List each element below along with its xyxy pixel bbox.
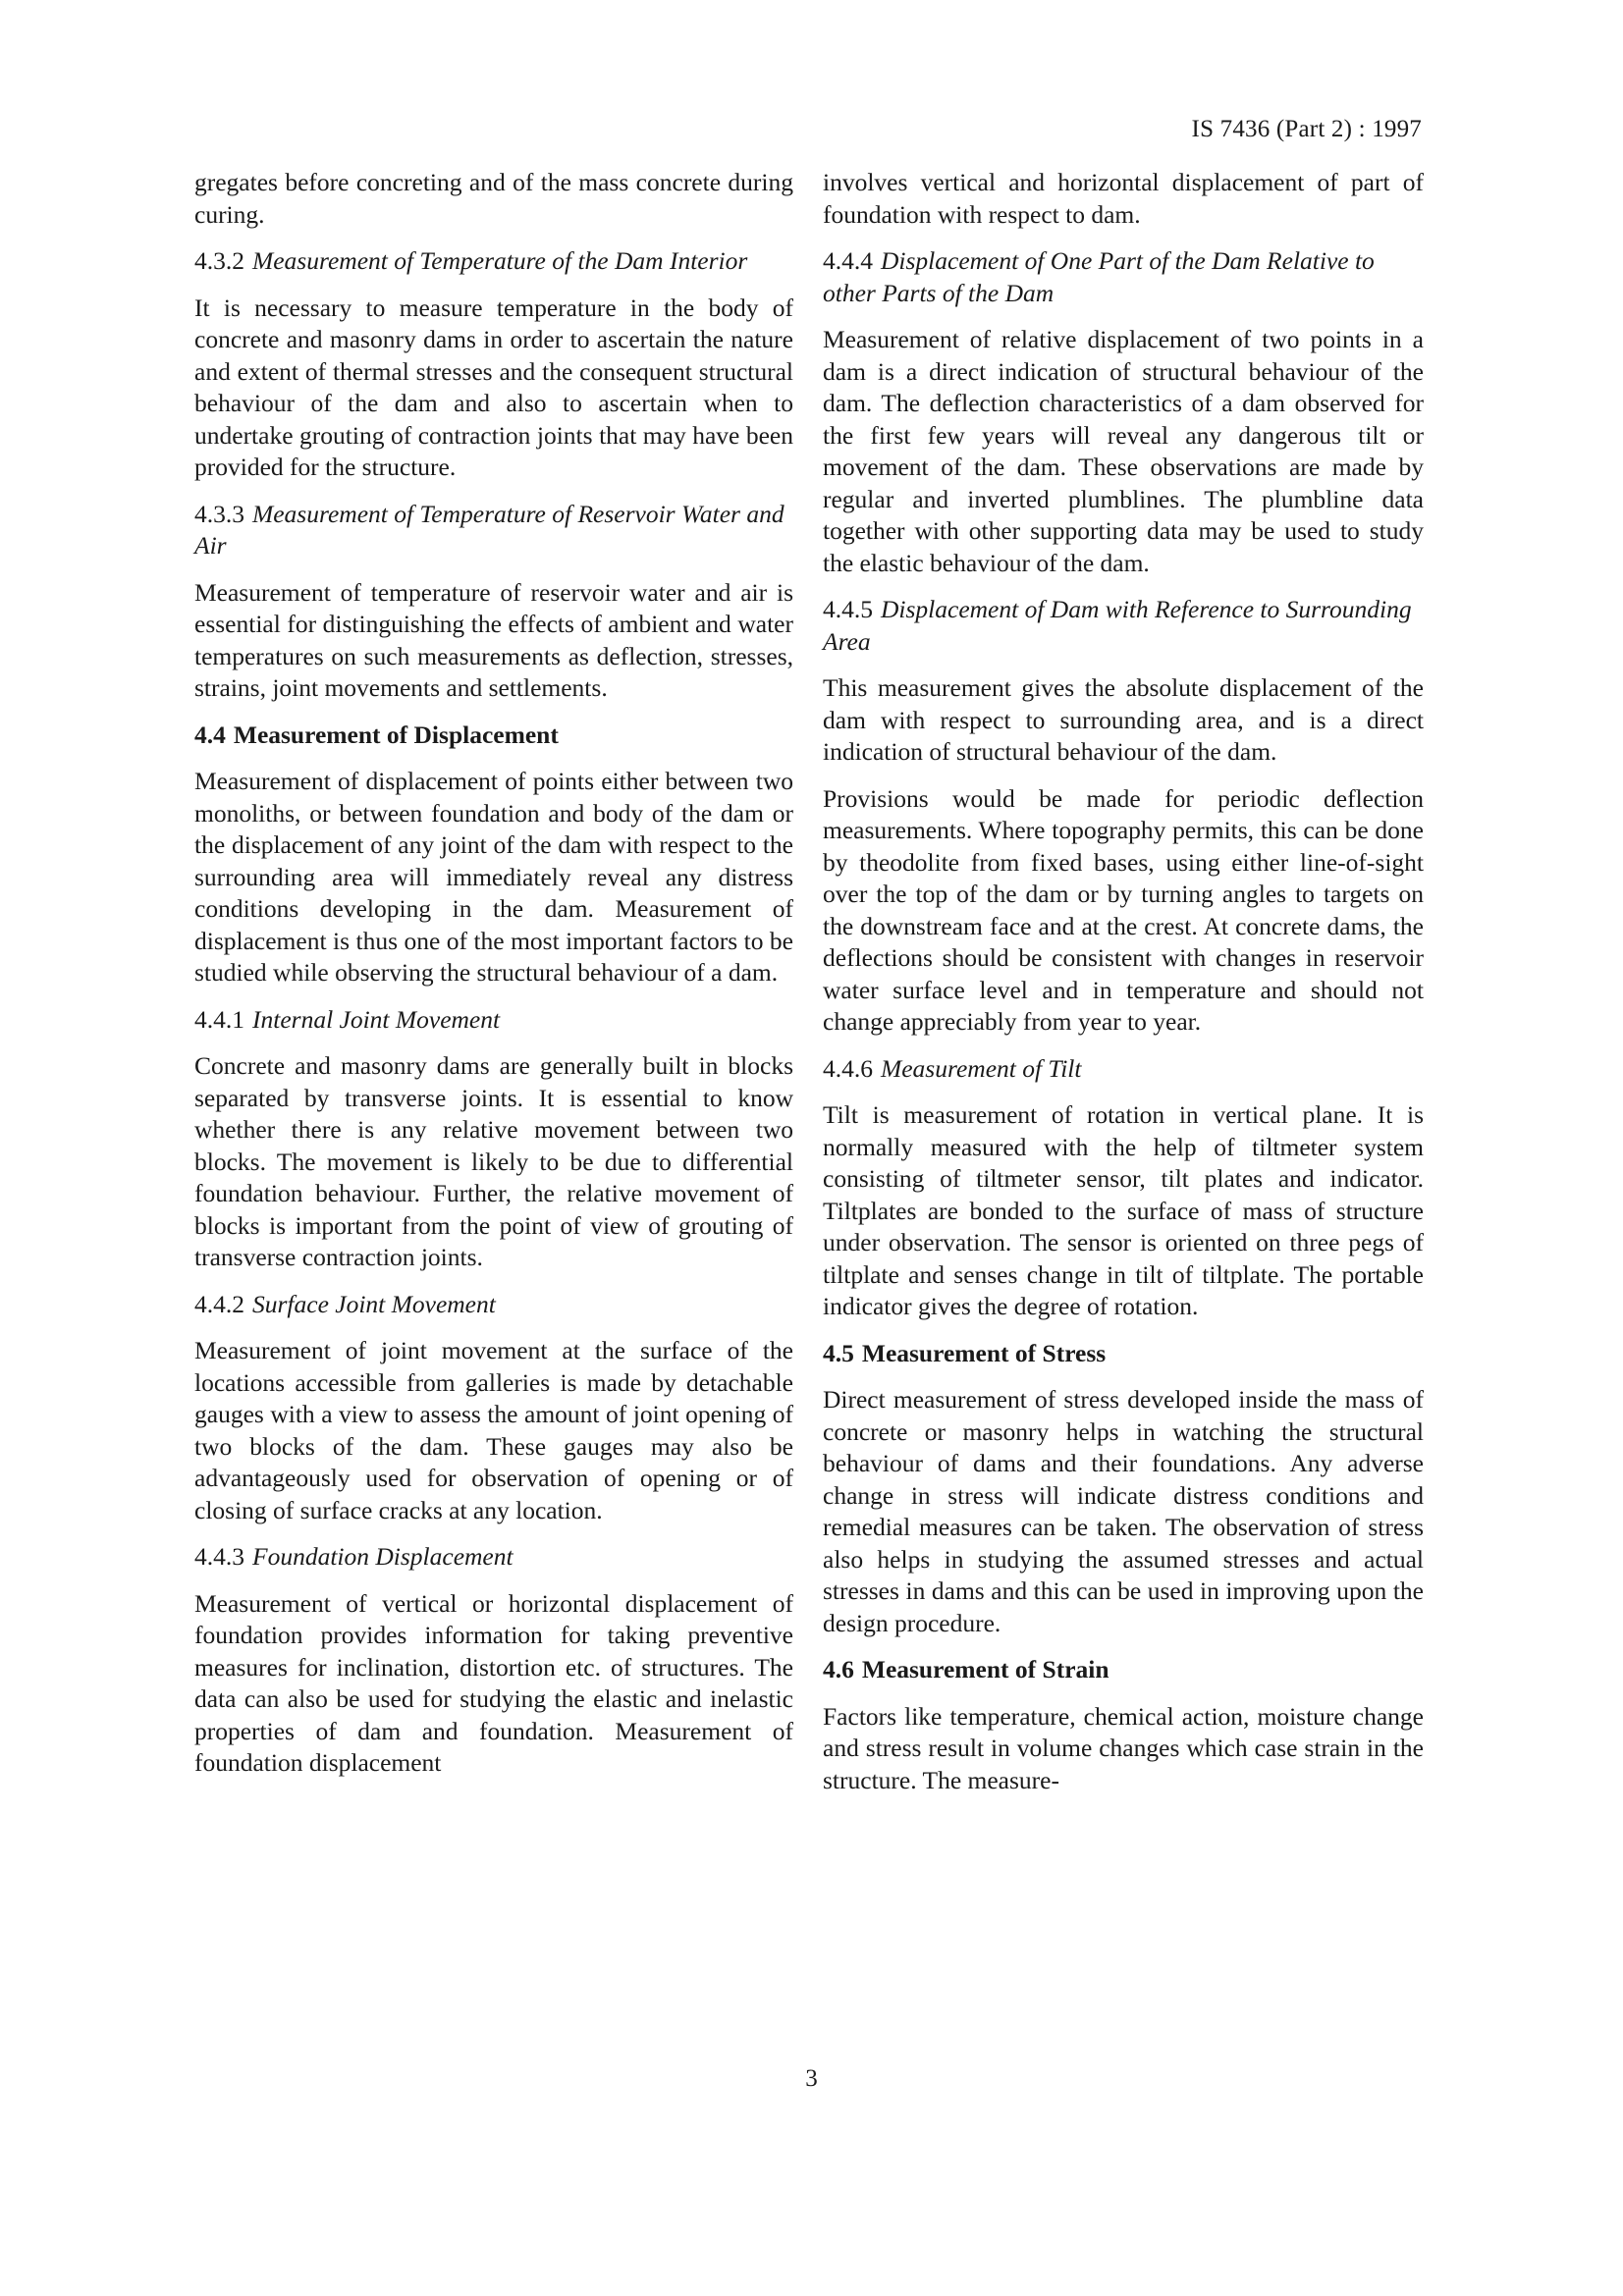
section-heading-4-3-2 [194, 245, 793, 278]
document-header: IS 7436 (Part 2) : 1997 [1191, 116, 1422, 142]
section-number: 4.4.6 [823, 1053, 873, 1083]
section-heading-4-6 [823, 1654, 1424, 1686]
section-number: 4.4.5 [823, 595, 873, 623]
section-heading-4-4-3 [194, 1541, 793, 1574]
right-column [823, 167, 1424, 1811]
section-heading-4-4-6 [823, 1053, 1424, 1086]
section-heading-4-4-1 [194, 1004, 793, 1037]
body-paragraph: gregates before concreting and of the mass concrete during curing. [194, 168, 793, 229]
section-number: 4.6 [823, 1655, 854, 1683]
body-paragraph: It is necessary to measure temperature in the body of concrete and masonry dams in order to ascertain the nature and extent of thermal stresses and the consequent structural behaviour of the dam and also to ascertain when to undertake grouting of contraction joints that may have been provided for the structure. [194, 293, 793, 481]
section-number: 4.4.1 [194, 1004, 244, 1034]
section-title: Internal Joint Movement [252, 1004, 501, 1034]
section-title: Measurement of Strain [861, 1655, 1109, 1683]
section-heading-4-5 [823, 1338, 1424, 1370]
section-number: 4.4.3 [194, 1542, 244, 1571]
section-title: Measurement of Tilt [881, 1053, 1082, 1083]
section-heading-4-4 [194, 720, 793, 752]
section-heading-4-4-5 [823, 594, 1424, 658]
section-number: 4.4.2 [194, 1289, 244, 1318]
body-paragraph: Direct measurement of stress developed inside the mass of concrete or masonry helps in watching the structural behaviour of dams and their foundations. Any adverse change in stress will indicate distress conditions and remedial measures can be taken. The observation of stress also helps in studying the assumed stresses and actual stresses in dams and this can be used in improving upon the design procedure. [823, 1385, 1424, 1637]
section-title: Foundation Displacement [252, 1542, 514, 1571]
page-number: 3 [805, 2065, 818, 2092]
body-paragraph: Tilt is measurement of rotation in vertical plane. It is normally measured with the help of tiltmeter system consisting of tiltmeter sensor, tilt plates and indicator. Tiltplates are bonded to the surface of mass of structure under observation. The sensor is oriented on three pegs of tiltplate and senses change in tilt of tiltplate. The portable indicator gives the degree of rotation. [823, 1100, 1424, 1320]
left-column [194, 167, 793, 1794]
section-number: 4.4 [194, 720, 226, 749]
section-number: 4.5 [823, 1338, 854, 1367]
section-heading-4-3-3 [194, 499, 793, 562]
body-paragraph: Measurement of vertical or horizontal displacement of foundation provides information for taking preventive measures for inclination, distortion etc. of structures. The data can also be used for studying the elastic and inelastic properties of dam and foundation. Measurement of foundation displacement [194, 1588, 793, 1777]
body-paragraph: Provisions would be made for periodic deflection measurements. Where topography permits, this can be done by theodolite from fixed bases, using either line-of-sight over the top of the dam or by turning angles to targets on the downstream face and at the crest. At concrete dams, the deflections should be consistent with changes in reservoir water surface level and in temperature and should not change appreciably from year to year. [823, 783, 1424, 1036]
section-heading-4-4-2 [194, 1289, 793, 1321]
body-paragraph: Measurement of displacement of points either between two monoliths, or between foundation and body of the dam or the displacement of any joint of the dam with respect to the surrounding area will immediately reveal any distress conditions developing in the dam. Measurement of displacement is thus one of the most important factors to be studied while observing the structural behaviour of a dam. [194, 767, 793, 987]
body-paragraph: Factors like temperature, chemical action, moisture change and stress result in volume changes which case strain in the structure. The measure- [823, 1701, 1424, 1794]
body-paragraph: Measurement of joint movement at the surface of the locations accessible from galleries is made by detachable gauges with a view to assess the amount of joint opening of two blocks of the dam. These gauges may also be advantageously used for observation of opening or of closing of surface cracks at any location. [194, 1336, 793, 1524]
section-title: Measurement of Displacement [233, 720, 559, 749]
body-paragraph: Measurement of temperature of reservoir water and air is essential for distinguishing the effects of ambient and water temperatures on such measurements as deflection, stresses, strains, joint movements and settlements. [194, 577, 793, 702]
section-title: Surface Joint Movement [252, 1289, 496, 1318]
section-heading-4-4-4 [823, 245, 1424, 309]
section-title: Measurement of Temperature of the Dam Interior [252, 246, 748, 275]
body-paragraph: Concrete and masonry dams are generally built in blocks separated by transverse joints. It is essential to know whether there is any relative movement between two blocks. The movement is likely to be due to differential foundation behaviour. Further, the relative movement of blocks is important from the point of view of grouting of transverse contraction joints. [194, 1051, 793, 1271]
body-paragraph: involves vertical and horizontal displacement of part of foundation with respect to dam. [823, 168, 1424, 229]
section-number: 4.3.2 [194, 246, 244, 275]
body-paragraph: This measurement gives the absolute displacement of the dam with respect to surrounding area, and is a direct indication of structural behaviour of the dam. [823, 673, 1424, 766]
section-title: Displacement of One Part of the Dam Relative to other Parts of the Dam [823, 246, 1375, 307]
section-number: 4.4.4 [823, 246, 873, 275]
section-number: 4.3.3 [194, 499, 244, 528]
body-paragraph: Measurement of relative displacement of two points in a dam is a direct indication of structural behaviour of the dam. The deflection characteristics of a dam observed for the first few years will reveal any dangerous tilt or movement of the dam. These observations are made by regular and inverted plumblines. The plumbline data together with other supporting data may be used to study the elastic behaviour of the dam. [823, 325, 1424, 577]
section-title: Measurement of Stress [861, 1338, 1107, 1367]
section-title: Displacement of Dam with Reference to Surrounding Area [823, 595, 1412, 656]
section-title: Measurement of Temperature of Reservoir Water and Air [194, 499, 784, 560]
